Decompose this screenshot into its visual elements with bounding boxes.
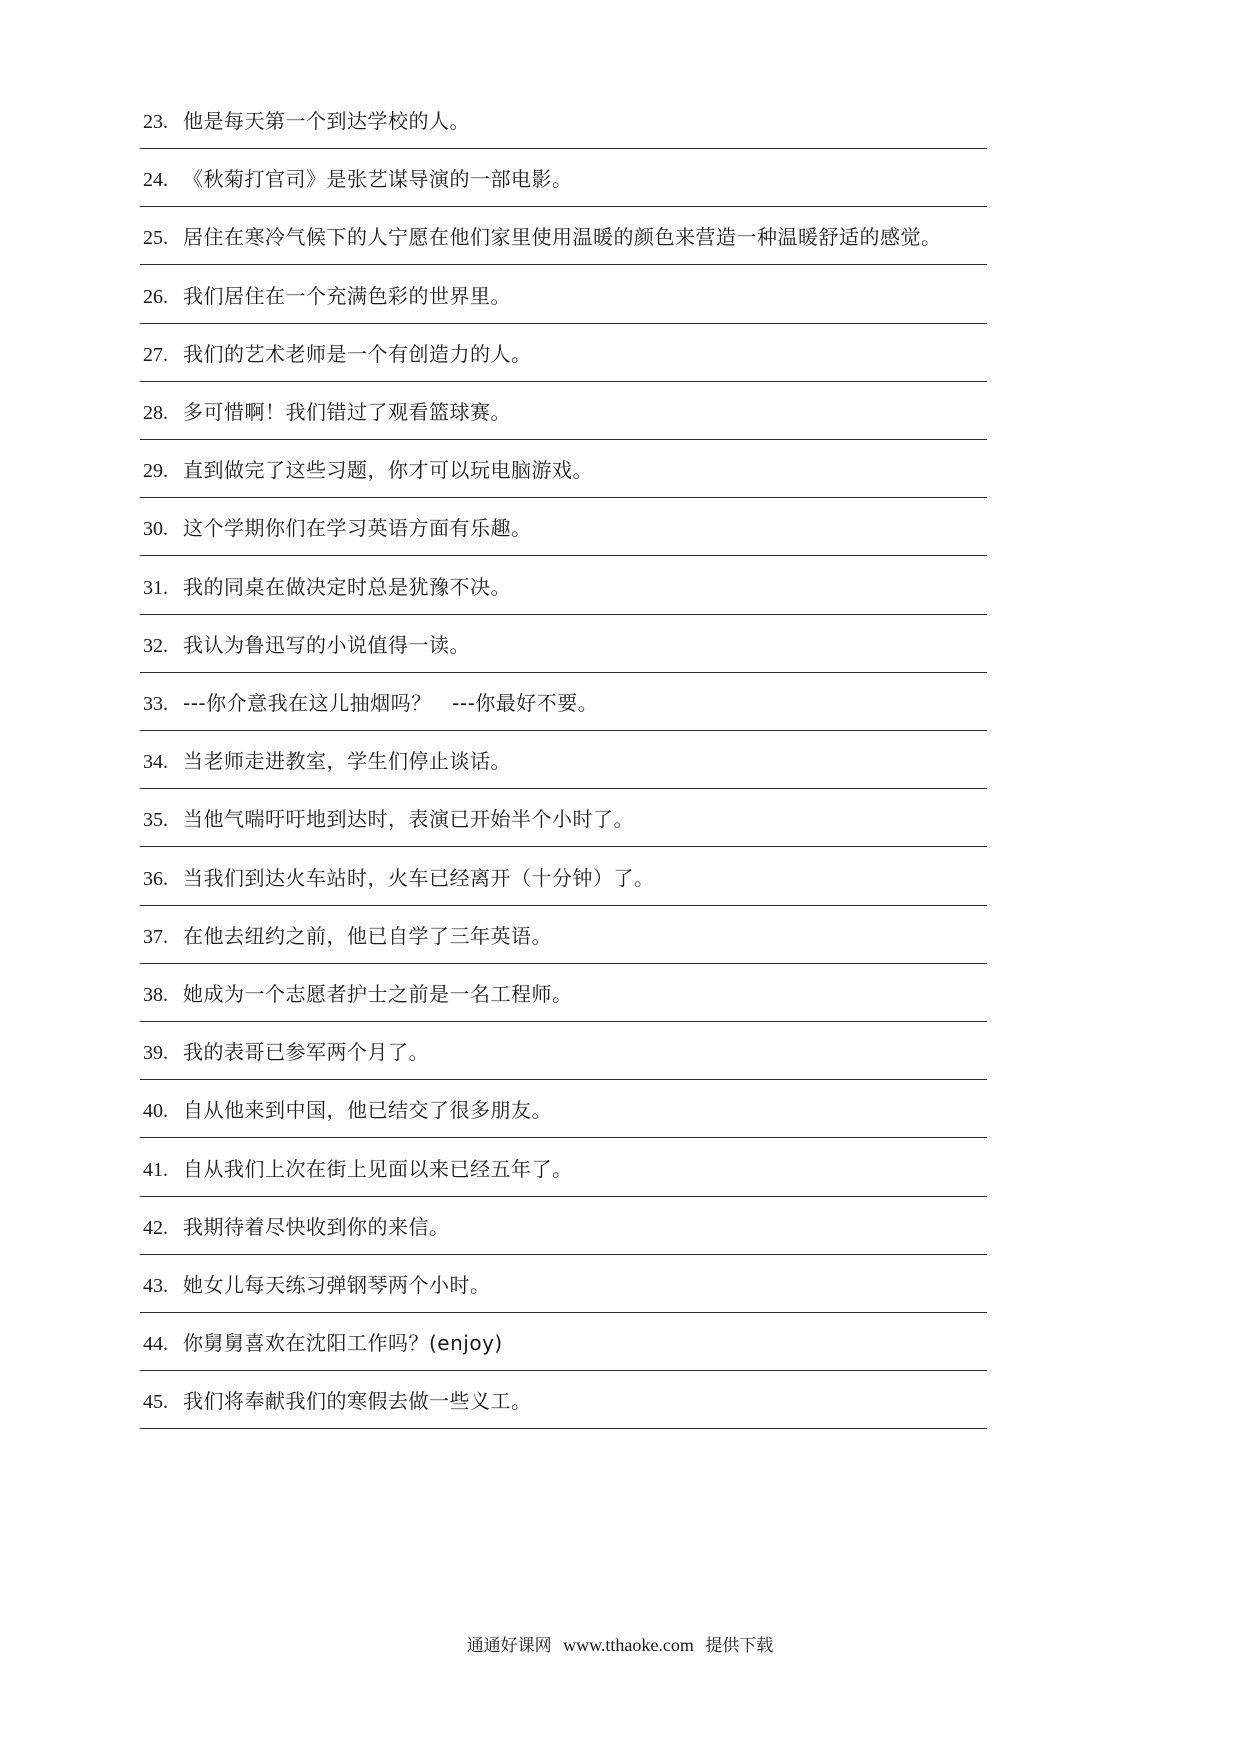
question-line [118, 164, 573, 194]
question-item [0, 455, 1240, 520]
question-number-suffix: . [163, 576, 168, 599]
answer-line[interactable] [140, 148, 987, 149]
question-line [118, 1037, 429, 1067]
question-number: 24 [143, 169, 163, 192]
question-item [0, 1270, 1240, 1335]
question-text: 他是每天第一个到达学校的人。 [183, 109, 470, 133]
question-number-suffix: . [163, 518, 168, 541]
question-text: 我的同桌在做决定时总是犹豫不决。 [183, 574, 511, 599]
question-text: 我认为鲁迅写的小说值得一读。 [183, 632, 470, 657]
question-item [0, 1212, 1240, 1277]
question-text: 在他去纽约之前，他已自学了三年英语。 [183, 923, 552, 948]
question-number: 28 [143, 402, 163, 424]
question-number: 40 [143, 1100, 163, 1123]
question-text: 自从我们上次在街上见面以来已经五年了。 [183, 1156, 573, 1181]
question-number-suffix: . [163, 460, 168, 483]
answer-line[interactable] [140, 730, 987, 731]
question-number-suffix: . [163, 227, 168, 250]
question-number: 31 [143, 576, 163, 599]
question-number-suffix: . [163, 1216, 168, 1239]
question-item [0, 106, 1240, 171]
question-line [118, 863, 655, 893]
question-text: 我的表哥已参军两个月了。 [183, 1040, 429, 1065]
question-text: 当我们到达火车站时，火车已经离开（十分钟）了。 [183, 865, 655, 890]
answer-line[interactable] [140, 323, 987, 324]
question-item [0, 339, 1240, 404]
question-number-suffix: . [163, 1100, 168, 1123]
question-item [0, 1328, 1240, 1393]
question-number: 38 [143, 984, 163, 1006]
question-item [0, 630, 1240, 695]
question-item [0, 979, 1240, 1044]
question-item [0, 164, 1240, 229]
question-number-suffix: . [163, 1333, 168, 1356]
question-number-suffix: . [163, 169, 168, 192]
question-item [0, 863, 1240, 928]
question-line [118, 1212, 450, 1242]
answer-line[interactable] [140, 1021, 987, 1022]
question-item [0, 1095, 1240, 1160]
question-number: 23 [143, 111, 163, 133]
question-number: 30 [143, 518, 163, 541]
answer-line[interactable] [140, 206, 987, 207]
question-number-suffix: . [163, 867, 168, 890]
question-number-suffix: . [163, 984, 168, 1006]
question-number-suffix: . [163, 1275, 168, 1297]
question-text: 居住在寒冷气候下的人宁愿在他们家里使用温暖的颜色来营造一种温暖舒适的感觉。 [183, 225, 942, 250]
answer-line[interactable] [140, 264, 987, 265]
question-number: 41 [143, 1158, 163, 1181]
question-line [118, 222, 942, 252]
answer-line[interactable] [140, 1196, 987, 1197]
question-item [0, 688, 1240, 753]
page-footer [0, 1633, 1240, 1658]
question-item [0, 1154, 1240, 1219]
question-number: 35 [143, 809, 163, 832]
question-line [118, 921, 552, 951]
question-item [0, 513, 1240, 578]
question-line [118, 630, 470, 660]
question-number-suffix: . [163, 402, 168, 424]
question-item [0, 397, 1240, 462]
question-line [118, 1154, 573, 1184]
question-text: 她女儿每天练习弹钢琴两个小时。 [183, 1273, 491, 1297]
question-line [118, 513, 532, 543]
answer-line[interactable] [140, 963, 987, 964]
question-number: 32 [143, 634, 163, 657]
question-number: 27 [143, 343, 163, 366]
question-number: 33 [143, 693, 163, 715]
question-item [0, 921, 1240, 986]
question-number: 42 [143, 1216, 163, 1239]
answer-line[interactable] [140, 1312, 987, 1313]
question-item [0, 281, 1240, 346]
question-line [118, 804, 634, 834]
question-item [0, 804, 1240, 869]
question-text: 这个学期你们在学习英语方面有乐趣。 [183, 516, 532, 541]
question-number: 25 [143, 227, 163, 250]
question-text: 自从他来到中国，他已结交了很多朋友。 [183, 1098, 552, 1123]
question-line [118, 1095, 552, 1125]
answer-line[interactable] [140, 1079, 987, 1080]
question-number: 45 [143, 1391, 163, 1414]
question-line [118, 1386, 532, 1416]
answer-line[interactable] [140, 381, 987, 382]
answer-line[interactable] [140, 439, 987, 440]
question-number: 37 [143, 925, 163, 948]
question-number-suffix: . [163, 925, 168, 948]
question-text: 你舅舅喜欢在沈阳工作吗？(enjoy) [183, 1331, 503, 1356]
question-number: 44 [143, 1333, 163, 1356]
question-text: 我们将奉献我们的寒假去做一些义工。 [183, 1389, 532, 1414]
question-text: 当他气喘吁吁地到达时，表演已开始半个小时了。 [183, 807, 634, 832]
question-text: 《秋菊打官司》是张艺谋导演的一部电影。 [183, 167, 573, 192]
question-line [118, 397, 511, 427]
question-number-suffix: . [163, 285, 168, 308]
answer-line[interactable] [140, 1370, 987, 1371]
answer-line[interactable] [140, 555, 987, 556]
question-number-suffix: . [163, 634, 168, 657]
question-line [118, 281, 511, 311]
question-number-suffix: . [163, 111, 168, 133]
question-number-suffix: . [163, 1158, 168, 1181]
question-text: 当老师走进教室，学生们停止谈话。 [183, 749, 511, 774]
question-number: 36 [143, 867, 163, 890]
question-line [118, 746, 511, 776]
question-number: 43 [143, 1275, 163, 1297]
question-number-suffix: . [163, 343, 168, 366]
question-number: 26 [143, 285, 163, 308]
question-text: ---你介意我在这儿抽烟吗？ ---你最好不要。 [183, 691, 599, 715]
question-line [118, 339, 532, 369]
question-item [0, 572, 1240, 637]
answer-line[interactable] [140, 846, 987, 847]
answer-line[interactable] [140, 1137, 987, 1138]
question-line [118, 688, 598, 718]
question-text: 多可惜啊！我们错过了观看篮球赛。 [183, 400, 511, 424]
question-line [118, 572, 511, 602]
question-number-suffix: . [163, 1042, 168, 1065]
answer-line[interactable] [140, 497, 987, 498]
question-number: 34 [143, 751, 163, 774]
footer-suffix: 提供下载 [705, 1636, 774, 1656]
question-item [0, 1386, 1240, 1451]
question-number-suffix: . [163, 693, 168, 715]
question-item [0, 222, 1240, 287]
answer-line[interactable] [140, 1428, 987, 1429]
question-number: 39 [143, 1042, 163, 1065]
question-text: 我们的艺术老师是一个有创造力的人。 [183, 341, 532, 366]
question-text: 直到做完了这些习题，你才可以玩电脑游戏。 [183, 458, 593, 483]
question-text: 她成为一个志愿者护士之前是一名工程师。 [183, 982, 573, 1006]
question-line [118, 1270, 491, 1300]
answer-line[interactable] [140, 905, 987, 906]
answer-line[interactable] [140, 788, 987, 789]
question-line [118, 979, 573, 1009]
question-number-suffix: . [163, 809, 168, 832]
answer-line[interactable] [140, 614, 987, 615]
answer-line[interactable] [140, 1254, 987, 1255]
question-number-suffix: . [163, 1391, 168, 1414]
question-item [0, 1037, 1240, 1102]
question-line [118, 1328, 503, 1358]
footer-url: www.tthaoke.com [563, 1635, 694, 1655]
footer-site-name: 通通好课网 [466, 1636, 552, 1656]
question-text: 我们居住在一个充满色彩的世界里。 [183, 283, 511, 308]
question-line [118, 455, 593, 485]
question-number-suffix: . [163, 751, 168, 774]
question-text: 我期待着尽快收到你的来信。 [183, 1214, 450, 1239]
question-number: 29 [143, 460, 163, 483]
question-item [0, 746, 1240, 811]
answer-line[interactable] [140, 672, 987, 673]
question-line [118, 106, 470, 136]
